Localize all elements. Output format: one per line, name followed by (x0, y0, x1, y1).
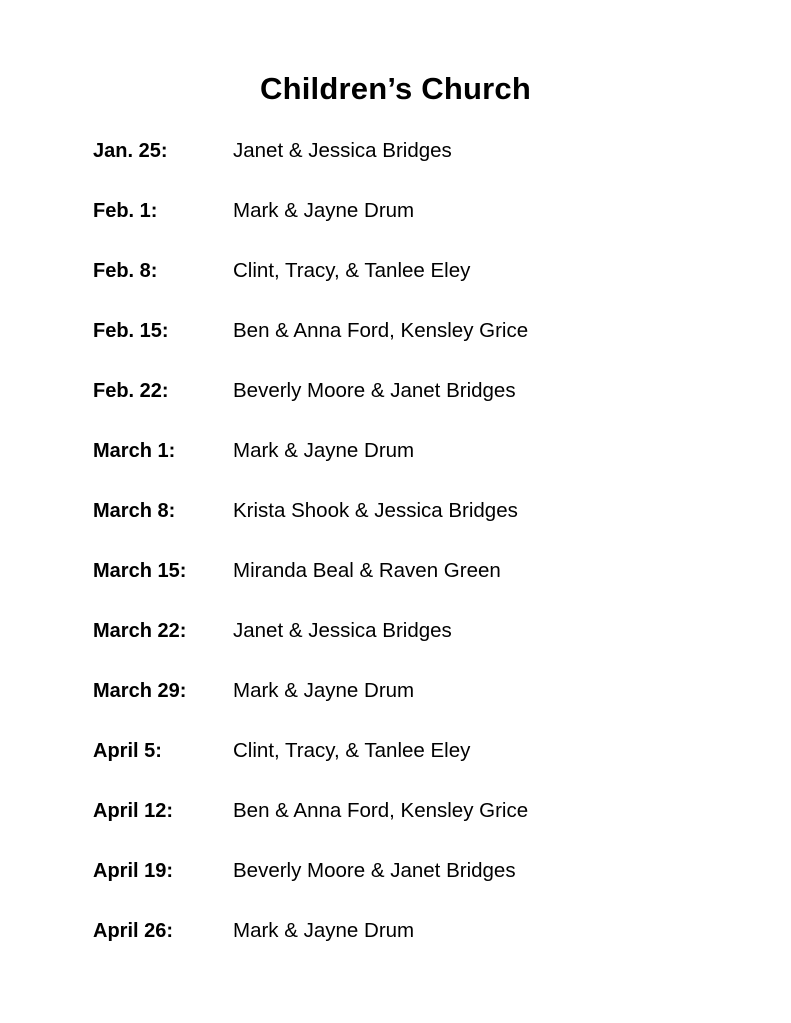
schedule-volunteers: Mark & Jayne Drum (233, 679, 415, 702)
schedule-volunteers: Beverly Moore & Janet Bridges (233, 859, 516, 882)
schedule-volunteers: Ben & Anna Ford, Kensley Grice (233, 319, 529, 342)
schedule-row (93, 796, 733, 856)
schedule-date: April 5: (93, 740, 162, 762)
schedule-date: Feb. 22: (93, 380, 169, 402)
schedule-date: Jan. 25: (93, 140, 168, 162)
schedule-row (93, 256, 733, 316)
schedule-date: Feb. 15: (93, 320, 169, 342)
schedule-volunteers: Mark & Jayne Drum (233, 199, 415, 222)
schedule-row (93, 316, 733, 376)
schedule-date: March 29: (93, 680, 187, 702)
schedule-date: March 1: (93, 440, 176, 462)
schedule-volunteers: Ben & Anna Ford, Kensley Grice (233, 799, 529, 822)
schedule-row (93, 616, 733, 676)
schedule-volunteers: Clint, Tracy, & Tanlee Eley (233, 739, 471, 762)
schedule-date: April 19: (93, 860, 174, 882)
page-title: Children’s Church (260, 70, 531, 106)
schedule-volunteers: Mark & Jayne Drum (233, 919, 415, 942)
schedule-date: Feb. 1: (93, 200, 158, 222)
schedule-date: April 26: (93, 920, 174, 942)
schedule-volunteers: Clint, Tracy, & Tanlee Eley (233, 259, 471, 282)
schedule-date: Feb. 8: (93, 260, 158, 282)
schedule-volunteers: Beverly Moore & Janet Bridges (233, 379, 516, 402)
schedule-row (93, 496, 733, 556)
schedule-volunteers: Janet & Jessica Bridges (233, 619, 452, 642)
schedule-volunteers: Krista Shook & Jessica Bridges (233, 499, 518, 522)
schedule-volunteers: Janet & Jessica Bridges (233, 139, 452, 162)
schedule-row (93, 736, 733, 796)
schedule-date: March 22: (93, 620, 187, 642)
schedule-list (93, 136, 733, 976)
schedule-date: March 15: (93, 560, 187, 582)
schedule-row (93, 376, 733, 436)
schedule-date: March 8: (93, 500, 176, 522)
schedule-row (93, 676, 733, 736)
schedule-row (93, 436, 733, 496)
schedule-row (93, 916, 733, 976)
schedule-row (93, 556, 733, 616)
schedule-row (93, 136, 733, 196)
schedule-volunteers: Miranda Beal & Raven Green (233, 559, 501, 582)
schedule-row (93, 196, 733, 256)
schedule-volunteers: Mark & Jayne Drum (233, 439, 415, 462)
schedule-row (93, 856, 733, 916)
schedule-date: April 12: (93, 800, 174, 822)
